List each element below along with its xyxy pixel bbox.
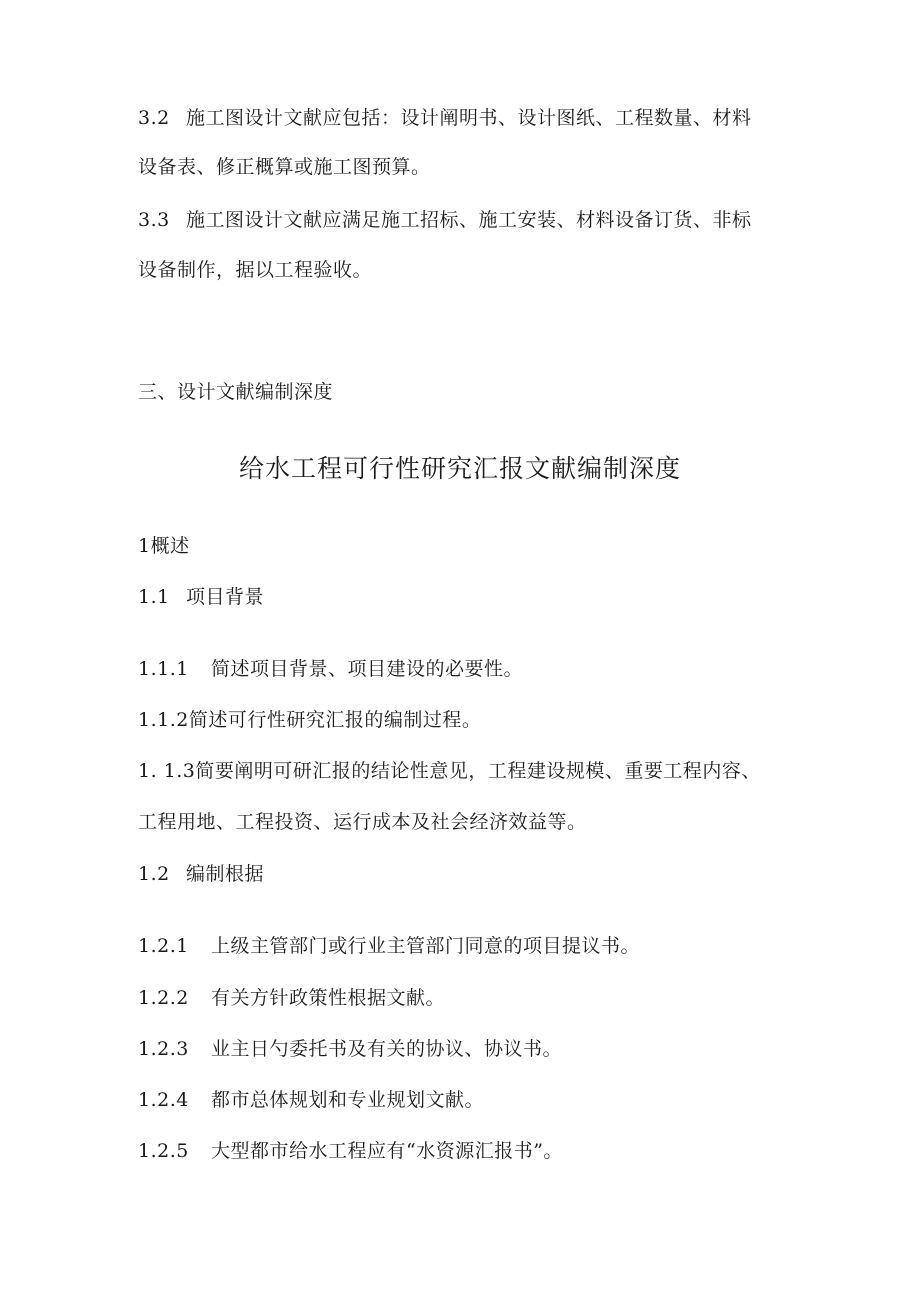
paragraph-3-3 <box>138 208 752 232</box>
paragraph-1-1-3: 1. 1.3简要阐明可研汇报的结论性意见，工程建设规模、重要工程内容、 <box>138 760 761 782</box>
paragraph-text: 上级主管部门或行业主管部门同意的项目提议书。 <box>211 935 641 957</box>
heading-1-2 <box>138 862 264 886</box>
heading-text: 编制根据 <box>186 863 265 885</box>
paragraph-1-2-3 <box>138 1037 562 1061</box>
paragraph-text: 大型都市给水工程应有“水资源汇报书”。 <box>211 1140 563 1162</box>
paragraph-text: 施工图设计文献应包括：设计阐明书、设计图纸、工程数量、材料 <box>186 107 752 129</box>
paragraph-text: 设备表、修正概算或施工图预算。 <box>138 156 431 178</box>
paragraph-text: 简述项目背景、项目建设的必要性。 <box>211 658 524 680</box>
paragraph-text: 施工图设计文献应满足施工招标、施工安装、材料设备订货、非标 <box>186 209 752 231</box>
section-number: 3.2 <box>138 107 170 129</box>
heading-text: 项目背景 <box>186 586 265 608</box>
paragraph-text: 业主日勺委托书及有关的协议、协议书。 <box>211 1038 563 1060</box>
document-title: 给水工程可行性研究汇报文献编制深度 <box>238 454 681 483</box>
paragraph-3-3-continued <box>138 258 372 282</box>
heading-1-1 <box>138 585 264 609</box>
section-number: 1.2.3 <box>138 1038 189 1060</box>
paragraph-text: 都市总体规划和专业规划文献。 <box>211 1089 485 1111</box>
paragraph-1-1-2: 1.1.2简述可行性研究汇报的编制过程。 <box>138 709 482 731</box>
section-number: 1.2.5 <box>138 1140 189 1162</box>
section-number: 1.2.1 <box>138 935 189 957</box>
paragraph-text: 设备制作，据以工程验收。 <box>138 259 373 281</box>
paragraph-1-1-1 <box>138 657 523 681</box>
paragraph-1-2-5 <box>138 1139 563 1163</box>
section-number: 1.2.4 <box>138 1089 189 1111</box>
section-number: 1.1.1 <box>138 658 189 680</box>
paragraph-1-2-4 <box>138 1088 484 1112</box>
paragraph-1-1-3-continued: 工程用地、工程投资、运行成本及社会经济效益等。 <box>138 811 587 833</box>
paragraph-1-2-2 <box>138 986 445 1010</box>
paragraph-1-2-1 <box>138 934 640 958</box>
section-number: 1.2.2 <box>138 987 189 1009</box>
section-heading-3: 三、设计文献编制深度 <box>138 381 334 403</box>
heading-1: 1概述 <box>138 535 190 557</box>
section-number: 3.3 <box>138 209 170 231</box>
section-number: 1.1 <box>138 586 170 608</box>
section-number: 1.2 <box>138 863 170 885</box>
paragraph-3-2 <box>138 106 752 130</box>
paragraph-text: 有关方针政策性根据文献。 <box>211 987 446 1009</box>
paragraph-3-2-continued <box>138 155 431 179</box>
